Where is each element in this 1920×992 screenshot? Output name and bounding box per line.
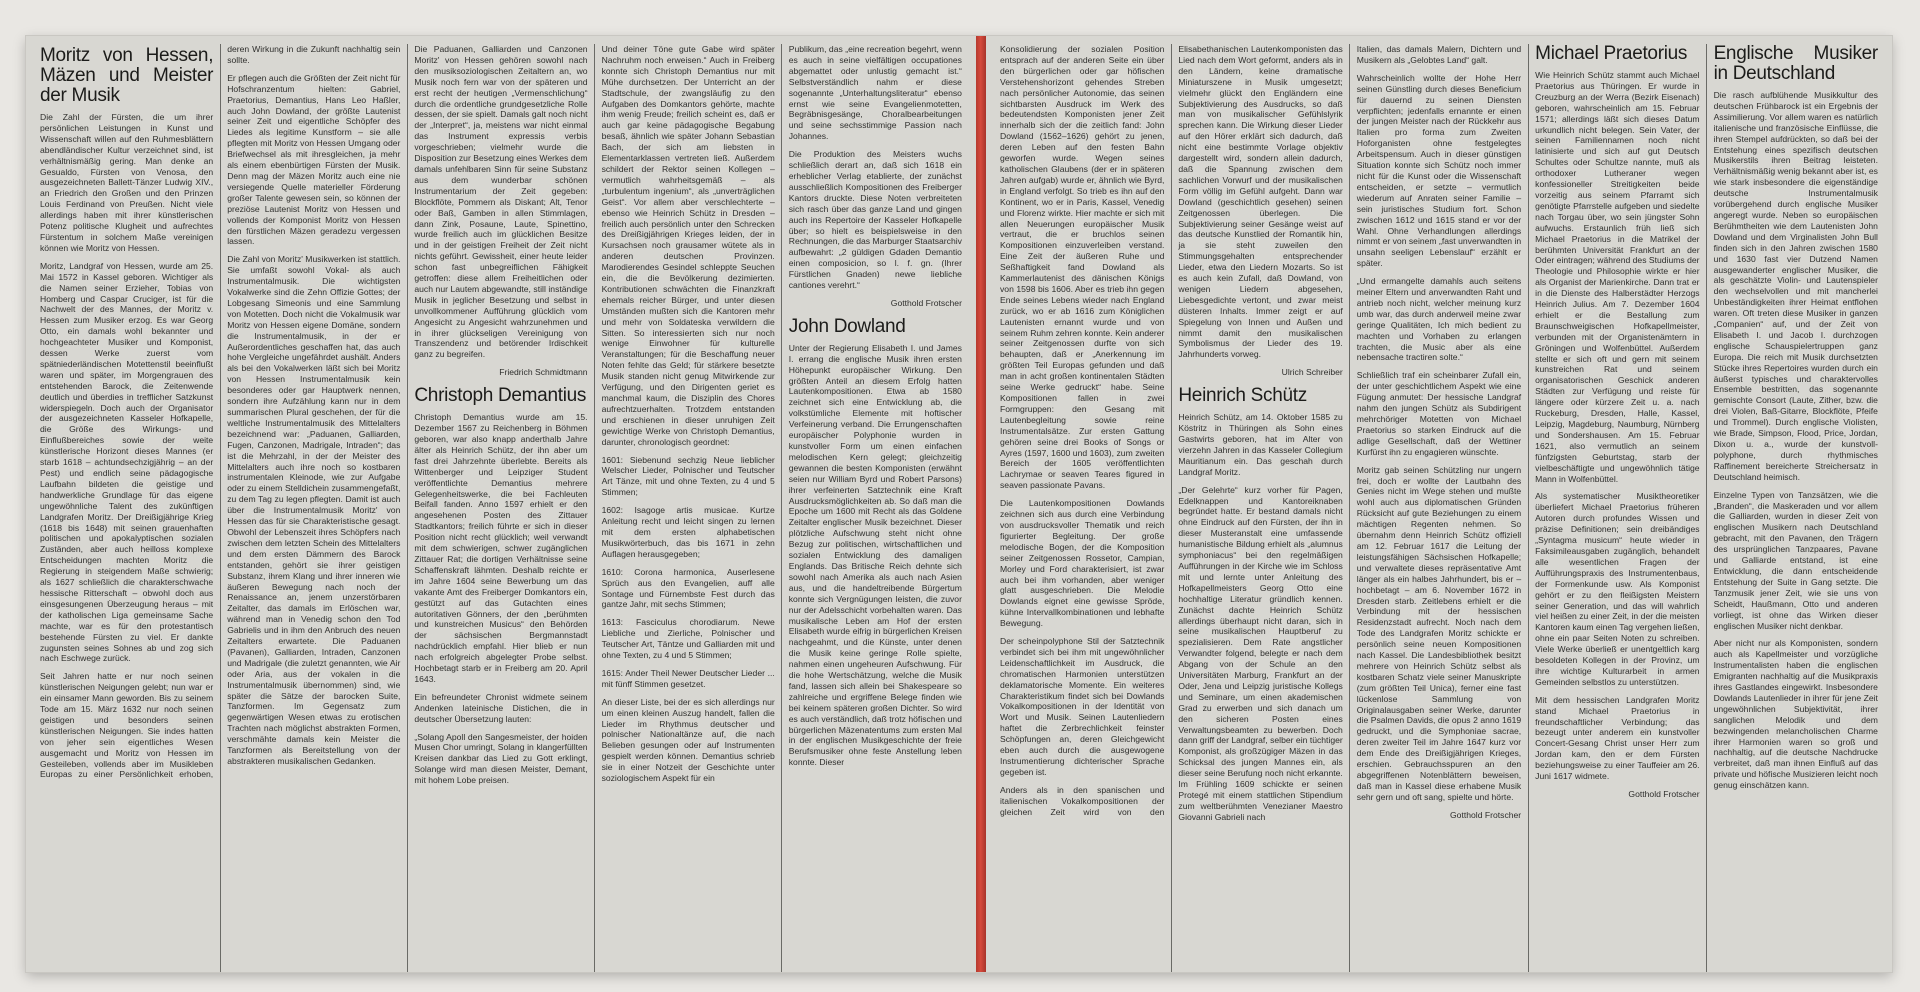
paragraph: 1602: Isagoge artis musicae. Kurtze Anleitung recht und leicht singen zu lernen mit dem ersten alphabetischen Musikwörterbuch, das bis 1671 in zehn Auflagen herausgegeben; xyxy=(601,505,775,559)
paragraph: 1601: Siebenund sechzig Neue lieblicher Welscher Lieder, Polnischer und Teutscher Art Tänze, mit und ohne Texten, zu 4 und 5 Stimmen; xyxy=(601,454,775,498)
paragraph: Moritz gab seinen Schützling nur ungern frei, doch er wollte der Lautbahn des Genies nicht im Wege stehen und mußte wohl auch aus diplomatischen Gründen Rücksicht auf gute Beziehungen zu einem mächtigen Regenten nehmen. So übernahm denn Heinrich Schütz offiziell am 12. Februar 1617 die Leitung der leistungsfähigen Sächsischen Hofkapelle; und verwaltete dieses repräsentative Amt länger als ein halbes Jahrhundert, bis er – hochbetagt – am 6. November 1672 in Dresden starb. Zeitlebens erhielt er die Verbindung mit der hessischen Residenzstadt aufrecht. Noch nach dem Tode des Landgrafen Moritz schickte er persönlich seine neuen Kompositionen nach Kassel. Die Landesbibliothek besitzt mehrere von Heinrich Schütz selbst als kostbaren Schatz viele seiner Manuskripte (zum größten Teil Unica), ferner eine fast lückenlose Sammlung von Originalausgaben seiner Werke, darunter die Psalmen Davids, die opus 2 anno 1619 gedruckt, und die Symphoniae sacrae, deren zweiter Teil im Jahre 1647 kurz vor dem Ende des Dreißigjährigen Krieges, erschien. Gebrauchsspuren an den abgegriffenen Notenblättern beweisen, daß man in Kassel diese erhabene Musik sehr gern und oft sang, spielte und hörte. xyxy=(1356,464,1522,802)
paragraph: „Solang Apoll den Sangesmeister, der hoiden Musen Chor umringt, Solang in klangerfüllten Kreisen dankbar das Lied zu Gott erklingt, Solange wird man diesen Meister, Demant, mit hohem Lobe preisen. xyxy=(414,731,588,786)
paragraph: Er pflegen auch die Größten der Zeit nicht für Hofschranzentum hielten: Gabriel, Praetorius, Demantius, Hans Leo Haßler, auch John Dowland, der größte Lautenist seiner Zeit und eigentliche Schöpfer des Liedes als legitime Kunstform – sie alle pflegten mit Moritz von Hessen Umgang oder Briefwechsel als mit ihresgleichen, ja mehr als einem ebenbürtigen Fürsten der Musik. Denn mag der Mäzen Moritz auch eine nie versiegende Quelle materieller Förderung großer Talente gewesen sein, so können der preziöse Lautenist Moritz von Hessen und vollends der Komponist Moritz von Hessen den fürstlichen Mäzen geradezu vergessen lassen. xyxy=(227,72,401,247)
sleeve-spine xyxy=(976,36,986,972)
paragraph: Die Zahl der Fürsten, die um ihrer persönlichen Leistungen in Kunst und Wissenschaft willen auf den Ruhmesblättern abendländischer Kultur verzeichnet sind, ist verhältnismäßig gering. Man denke an Gesualdo, Fürsten von Venosa, den ausgezeichneten Ballett-Tänzer Ludwig XIV., an Friedrich den Großen und den Prinzen Louis Ferdinand von Preußen. Nicht viele allerdings haben mit ihrer künstlerischen Potenz politische Klugheit und aufrechtes Fürstentum in solchem Maße vereinigen können wie Moritz von Hessen. xyxy=(40,112,214,253)
paragraph: Italien, das damals Malern, Dichtern und Musikern als „Gelobtes Land“ galt. xyxy=(1356,44,1522,65)
paragraph: „Und ermangelte damahls auch seitens meiner Eltern und anverwandten Raht und antrieb noch nicht, welcher meinung kurz umb war, das durch anderweil meine zwar geringe Qualitäten, Ich mich bedient zu machten und Vorhaben zu erlangen trachten, die Music aber als eine nebensache tractiren solte.“ xyxy=(1356,276,1522,363)
right-panel xyxy=(986,36,1892,972)
left-panel xyxy=(26,36,976,972)
paragraph: 1615: Ander Theil Newer Deutscher Lieder ... mit fünff Stimmen gesetzet. xyxy=(601,667,775,689)
paragraph: Schließlich traf ein scheinbarer Zufall ein, der unter geschichtlichem Aspekt wie eine Fügung anmutet: Der hessische Landgraf nahm den jungen Schütz als Subdirigent mehrchöriger Motetten von Michael Praetorius so starken Eindruck auf die adlige Gesellschaft, daß der Wettiner Kurfürst ihn zu engagieren wünschte. xyxy=(1356,370,1522,457)
paragraph: 1613: Fasciculus chorodiarum. Newe Liebliche und Zierliche, Polnischer und Teutscher Art, Täntze und Galliarden mit und ohne Texten, zu 4 und 5 Stimmen; xyxy=(601,617,775,661)
paragraph: Als systematischer Musiktheoretiker überliefert Michael Praetorius früheren Autoren durch profundes Wissen und präzise Definitionen; sein dreibändiges „Syntagma musicum“ heute wieder in Faksimileausgaben zugänglich, behandelt alle wesentlichen Fragen der Aufführungspraxis des Instrumentenbaus, der Formenkunde usw. Als Komponist gehört er zu den fleißigsten Meistern seiner Generation, und das will wahrlich viel heißen zu einer Zeit, in der die meisten Kantoren kaum einen Tag vergehen ließen, ohne ein paar Seiten Noten zu schreiben. Viele Werke überließ er unentgeltlich karg besoldeten Kollegen in der Provinz, um ihre wichtige Kulturarbeit in armen Gemeinden selbstlos zu unterstützen. xyxy=(1535,491,1700,687)
paragraph: Heinrich Schütz, am 14. Oktober 1585 zu Köstritz in Thüringen als Sohn eines Gastwirts geboren, hat im Alter von vierzehn Jahren in das Kasseler Collegium Mauritianum ein. Das geschah durch Landgraf Moritz. xyxy=(1178,412,1343,477)
author-signature: Gotthold Frotscher xyxy=(1628,789,1700,799)
paragraph: Die Zahl von Moritz' Musikwerken ist stattlich. Sie umfaßt sowohl Vokal- als auch Instrumentalmusik. Die wichtigsten Vokalwerke sind die Zehn Offizie Gottes; der Lobgesang Simeonis und eine Sammlung von Motetten. Doch nicht die Vokalmusik war Moritz von Hessen eigene Domäne, sondern die Instrumentalmusik, in der er Außerordentliches geschaffen hat, das auch hohe Vergleiche ungefährdet aushält. Anders als bei den Vokalwerken läßt sich bei Moritz von Hessen Instrumentalmusik kein besonderes oder gar Hauptwerk nennen, sondern ihre Aufzählung kann nur in dem summarischen Plural geschehen, der für die weltliche Instrumentalmusik des Mittelalters bezeichnend war: „Paduanen, Galliarden, Fugen, Canzonen, Madrigale, Intraden“; das ist die Mehrzahl, in der der Meister des Mittelalters auch ihre noch so kostbaren instrumentalen Kleinode, wie zur Aufgabe oder zu einem Stelldichein zusammengefaßt, zu dem Tag zu legen pflegten. Damit ist auch über die Instrumentalmusik Moritz' von Hessen das für sie Charakteristische gesagt. Obwohl der Lebenszeit ihres Schöpfers nach zwischen dem letzten Schein des Mittelalters und dem ersten Dämmern des Barock entstanden, gehört sie ihrer geistigen Substanz, ihrem Klang und ihrer inneren wie äußeren Bewegung nach noch der Renaissance an, jenem unzerstörbaren Zeitalter, das damals im Erlöschen war, während man in Venedig schon den Tod Gabrielis und in ihm den Anbruch des neuen Zeitalters erwartete. Die Paduanen (Pavanen), Galliarden, Intraden, Canzonen und Madrigale (die zuletzt genannten, wie Air oder Aria, aus der vokalen in die Instrumentalmusik übernommen) sind, wie später die Sätze der barocken Suite, Tanzformen. Im Gegensatz zum gegenwärtigen Wesen etwas zu erotischen Trachten nach möglichst abstrakten Formen, verschmähte damals kein Meister die Tanzformen als Bereitstellung von der abstrakteren musikalischen Gedanken. xyxy=(227,254,401,766)
heading-schuetz: Heinrich Schütz xyxy=(1178,385,1307,407)
paragraph: „Der Gelehrte“ kurz vorher für Pagen, Edelknappen und Kantoreiknaben begründet hatte. Er bestand damals nicht ohne Eindruck auf den Fürsten, der ihn in dieser Musteranstalt eine umfassende humanistische Bildung erhielt als „alumnus symphoniacus“ bei den regelmäßigen Aufführungen in der Kirche wie im Schloss mit und lernte unter Anleitung des Hofkapellmeisters Georg Otto eine hochhaltige Literatur gründlich kennen. Zunächst dachte Heinrich Schütz allerdings überhaupt nicht daran, sich in seine musikalischen Hauptberuf zu spezialisieren. Dem Rate angstlicher Verwandter folgend, belegte er nach dem Abgang von der Schule an den Universitäten Marburg, Frankfurt an der Oder, Jena und Leipzig juristische Kollegs und Seminare, um einen akademischen Grad zu erwerben und sich danach um den sicheren Posten eines Verwaltungsbeamten zu bewerben. Doch dann griff der Landgraf, selber ein tüchtiger Komponist, als großzügiger Mäzen in das Schicksal des jungen Mannes ein, als dieser seine Berufung noch nicht erkannte. Im Frühling 1609 schickte er seinen Protegé mit einem stattlichen Stipendium zum weltberühmten Venezianer Maestro Giovanni Gabrieli nach xyxy=(1178,484,1343,822)
paragraph: Unter der Regierung Elisabeth I. und James I. errang die englische Musik ihren ersten Höhepunkt europäischer Wirkung. Den größten Anteil an diesem Erfolg hatten Lautenkompositionen. Etwa ab 1580 zeichnet sich eine Entwicklung ab, die volkstümliche Elemente mit hoftischer Verfeinerung verband. Die Errungenschaften europäischer Polyphonie wurden in kunstvoller Form um einen einfachen melodischen Kern gelegt; gleichzeitig gewannen die besten Komponisten (erwähnt seien nur William Byrd und Robert Parsons) ihrer verfeinerten Satztechnik eine Kraft Ausdrucksmöglichkeiten ab. So daß man die Epoche um 1600 mit Recht als das Goldene Zeitalter englischer Musik bezeichnet. Dieser plötzliche Aufschwung steht nicht ohne Bezug zur politischen, wirtschaftlichen und sozialen Entwicklung des damaligen Englands. Das Britische Reich dehnte sich sowohl nach Amerika als auch nach Asien aus, und die handeltreibende Bürgertum konnte sich Vergnügungen leisten, die zuvor nur der Adelsschicht vorbehalten waren. Das musikalische Leben am Hof der ersten Elisabeth wurde eifrig in bürgerlichen Kreisen nachgeahmt, und die Künste, unter denen die Musik keine geringe Rolle spielte, nahmen einen ungeheuren Aufschwung. Für die hohe Wertschätzung, welche die Musik fand, lassen sich allein bei Shakespeare so zahlreiche und ergriffene Belege finden wie bei keinem späteren großen Dichter. So wird es auch verständlich, daß trotz höfischen und bürgerlichen Mäzenatentums zum ersten Mal in der englischen Musikgeschichte der freie Berufsmusiker ohne feste Anstellung leben konnte. Dieser xyxy=(788,342,962,768)
paragraph: Moritz, Landgraf von Hessen, wurde am 25. Mai 1572 in Kassel geboren. Wichtiger als die Namen seiner Erzieher, Tobias von Homberg und Caspar Cruciger, ist für die Nachwelt der des Mannes, der Moritz v. Hessen zum Musiker erzog. Es war Georg Otto, ein damals wohl bekannter und hochgeachteter Musiker und Komponist, dessen Werke zuerst vom spätniederländischen Motettenstil beeinflußt waren und später, im Morgengrauen des entstehenden Barock, die Zeitenwende deutlich und überdies in trefflicher Satzkunst widerspiegeln. Doch auch der Organisator der ausgezeichneten Kasseler Hofkapelle, die Größe des Wirkungs- und Einflußbereiches sowie der weite künstlerische Horizont dieses Mannes (er starb 1618 – achtundsechzigjährig – an der Pest) und endlich seine pädagogische Laufbahn bildeten die geistige und handwerkliche Grundlage für das eigene ungewöhnliche Talent des zukünftigen Landgrafen Moritz. Der Dreißigjährige Krieg (1618 bis 1648) mit seinen grauenhaften politischen und apokalyptischen sozialen Zuständen, aber auch heilloss komplexe Entscheidungen machten Moritz die Regierung in steigendem Maße schwierig; als 1627 schließlich die charakterschwache hessische Ritterschaft – obwohl doch aus einsgesungenen Überzeugung heraus – mit der katholischen Liga gemeinsame Sache machte, war es für den protestantisch bestehende Fürsten zu viel. Er dankte zugunsten seines Sohnes ab und zog sich nach Eschwege zurück. xyxy=(40,260,214,664)
author-signature: Ulrich Schreiber xyxy=(1281,367,1343,378)
paragraph: Die Lautenkompositionen Dowlands zeichnen sich aus durch eine Verbindung von ausdrucksvoller Thematik und reich figurierter Begleitung. Der große melodische Bogen, der die Komposition seiner Zeitgenossen Rossetor, Campian, Morley und Ford charakterisiert, ist zwar auch bei ihm vorhanden, aber weniger glatt ausgeschrieben. Die Melodie Dowlands eignet eine gewisse Spröde, kühne Intervallkombinationen und lebhafte Bewegung. xyxy=(1000,498,1165,629)
album-sleeve xyxy=(26,36,1892,972)
heading-englische-musiker: Englische Musiker in Deutschland xyxy=(1713,43,1878,84)
heading-praetorius: Michael Praetorius xyxy=(1535,43,1688,64)
paragraph: Publikum, das „eine recreation begehrt, wenn es auch in seine vielfältigen occupationes abgemattet oder unlustig gemacht ist.“ Selbstverständlich nahm er diese sogenannte „Unterhaltungsliteratur“ ebenso ernst wie seine Evangelienmotetten, Begräbnisgesänge, Choralbearbeitungen und seine sechsstimmige Passion nach Johannes. xyxy=(788,44,962,142)
paragraph: Christoph Demantius wurde am 15. Dezember 1567 zu Reichenberg in Böhmen geboren, war also knapp anderthalb Jahre älter als Heinrich Schütz, der ihn aber um fast drei Jahrzehnte überlebte. Bereits als Wittenberger und Leipziger Student veröffentlichte Demantius mehrere Gelegenheitswerke, die bei Fachleuten Beifall fanden. Anno 1597 erhielt er den angesehenen Posten des Zittauer Stadtkantors; freilich führte er sich in dieser Position nicht recht glücklich; weil verwandt mit dem schwierigen, schwer zugänglichen Zittauer Rat; die dortigen Verhältnisse seine Schaffenskraft lähmten. Deshalb reichte er im Jahre 1604 seine Bewerbung um das vakante Amt des Freiberger Domkantors ein, gestützt auf das Gutachten eines autoritativen Gönners, der den „berühmten und kunstreichen Musicus“ den Behörden der sächsischen Bergmannstadt nachdrücklich empfahl. Hier blieb er nun nach erfolgreich abgelegter Probe selbst. Hochbetagt starb er in Freiberg am 20. April 1643. xyxy=(414,412,588,684)
heading-hessen: Moritz von Hessen, Mäzen und Meister der Musik xyxy=(40,45,214,106)
paragraph: Konsolidierung der sozialen Position entsprach auf der anderen Seite ein über den bürgerlichen oder gar höfischen Verstehenshorizont gehendes Streben nach persönlicher Autonomie, das seinen sichtbarsten Ausdruck im Werk des bedeutendsten Komponisten jener Zeit innerhalb sich der die zeitlich fand: John Dowland (1562–1626) gehört zu jenen, deren Leben auf den festen Bahn geworfen wurde. Wegen seines katholischen Glaubens (der er in späteren Jahren aufgab) wurde er, ähnlich wie Byrd, in England verfolgt. So trieb es ihn auf den Kontinent, wo er in Paris, Kassel, Venedig und Florenz wirkte. Hier machte er sich mit allen Neuerungen europäischer Musik vertraut, die er bruchlos seinen Kompositionen einzuverleiben verstand. Eine Zeit der äußeren Ruhe und Seßhaftigkeit fand Dowland als Kammerlautenist des dänischen Königs von 1598 bis 1606. Aber es trieb ihn gegen Ende seines Lebens wieder nach England zurück, wo er ab 1616 zum Königlichen Lautenisten ernannt wurde und von seinem Ruhm zehren konnte. Kein anderer seiner Zeitgenossen durfte von sich behaupten, daß er „Anerkennung im größten Teil Europas gefunden und daß man in acht großen kontinentalen Städten seine Werke gedruckt“ habe. Seine Kompositionen fallen in zwei Formgruppen: den Gesang mit Lautenbegleitung sowie reine Instrumentalsätze. Zur ersten Gattung gehören seine drei Books of Songs or Ayres (1597, 1600 und 1603), zum zweiten Bereich der 1605 veröffentlichten Lachrymae or seaven Teares figured in seaven passionate Pavans. xyxy=(1000,44,1165,491)
paragraph: Die rasch aufblühende Musikkultur des deutschen Frühbarock ist ein Ergebnis der Assimilierung. Vor allem waren es natürlich italienische und französische Einflüsse, die ihren Stempel aufdrückten, so daß bei der Entstehung eines spezifisch deutschen Musikerstils ihren Beitrag leisteten. Verhältnismäßig wenig bekannt aber ist, es wie stark insbesondere die eigenständige deutsche Instrumentalmusik vorübergehend durch englische Musiker angeregt wurde. Neben so europäischen Berühmtheiten wie dem Lautenisten John Dowland und dem Virginalisten John Bull finden sich in den Jahren zwischen 1580 und 1630 fast vier Dutzend Namen ausgewanderter englischer Musiker, die als geschätzte Violin- und Lautenspieler den wechselvollen und mit mancherlei Unbeständigkeiten ihrer Heimat entflohen waren. Oft treten diese Musiker in ganzen „Companien“ auf, und der Zeit von Elisabeth I. und Jacob I. durchzogen englische Schauspielertruppen ganz Europa. Die reich mit Musik durchsetzten Stücke ihres Repertoires wurden durch ein äußerst typisches und charaktervolles Ensemble bestritten, das sogenannte gemischte Consort (Laute, Zither, bzw. die drei Violen, Baß-Gitarre, Blockflöte, Pfeife und Trommel). Durch englische Violisten, wie Brade, Simpson, Flood, Price, Jordan, Dixon u. a., wurde der kunstvoll-polyphone, durch rhythmisches Raffinement bereicherte Streichersatz in Deutschland heimisch. xyxy=(1713,90,1878,482)
paragraph: Einzelne Typen von Tanzsätzen, wie die „Branden“, die Maskeraden und vor allem die Galliarden, wurden in dieser Zeit von englischen Musikern nach Deutschland gebracht, mit den Pavanen, den Trägern des ursprünglichen Tanzpaares, Pavane und Galliarde entstand, ist eine Entwicklung, die dann entscheidende Entstehung der Suite in Gang setzte. Die Tanzmusik jener Zeit, wie sie uns von Scheidt, Haußmann, Otto und anderen vorliegt, ist ohne das Wirken dieser englischen Musiker nicht denkbar. xyxy=(1713,489,1878,631)
paragraph: Aber nicht nur als Komponisten, sondern auch als Kapellmeister und vorzügliche Instrumentalisten haben die englischen Emigranten nachhaltig auf die Musikpraxis ihres Gastlandes eingewirkt. Insbesondere Dowlands Lautenlieder in ihrer für jene Zeit ungewöhnlichen Subjektivität, ihrer sanglichen Melodik und dem bezwingenden melancholischen Charme ihrer Harmonien waren so groß und nachhaltig, auf die deutsche Nachdrucke verbreitet, daß man ihnen Einfluß auf das private und höfische Musizieren leicht noch genug einschätzen kann. xyxy=(1713,638,1878,791)
heading-dowland: John Dowland xyxy=(788,315,906,337)
paragraph: Anders als in den spanischen und italienischen Vokalkompositionen der gleichen Zeit wird von den Elisabethanischen Lautenkomponisten das Lied nach dem Wort geformt, anders als in den Ländern, keine dramatische Miniaturszene in Musik umgesetzt; vielmehr glückt den Engländern eine Subjektivierung des Ausdrucks, so daß man von musikalischer Gefühlslyrik sprechen kann. Die Wirkung dieser Lieder auf den Hörer erklärt sich dadurch, daß nicht eine bestimmte Vorlage objektiv dargestellt wird, sondern allein dadurch, daß die Spannung zwischen dem sachlichen Vorwurf und der musikalischen Form völlig im Gefühl aufgeht. Dann war Dowland (geschichtlich gesehen) seinen Zeitgenossen überlegen. Die Subjektivierung seiner Gesänge weist auf das deutsche Kunstlied der Romantik hin, ja sie steht zuweilen den Stimmungsgehalten entsprechender Lieder, etwa den Liedern Mozarts. So ist es auch kein Zufall, daß Dowland, von wenigen Liedern abgesehen, Liebesgedichte vertont, und zwar meist düsteren Inhalts. Immer zeigt er auf Spiegelung von Innen und Außen und nimmt damit den musikalischen Symbolismus der Lieder des 19. Jahrhunderts vorweg. xyxy=(1000,44,1343,817)
paragraph: Und deiner Töne gute Gabe wird später Nachruhm noch erweisen.“ Auch in Freiberg konnte sich Christoph Demantius nur mit Mühe durchsetzen. Der Unterricht an der Stadtschule, der zwangsläufig zu den Aufgaben des Domkantors gehörte, machte ihm wenig Freude; freilich scheint es, daß er auch gar keine pädagogische Begabung besaß, ähnlich wie später Johann Sebastian Bach, der sich am liebsten in Elementarklassen vertreten ließ. Außerdem schildert der Rektor seinen Kollegen – vermutlich wahrheitsgemäß – als „turbulentum ingenium“, als „unverträglichen Geist“. Vor allem aber verschlechterte – ebenso wie Heinrich Schütz in Dresden – freilich auch persönlich unter den Schrecken des Dreißigjährigen Krieges leiden, der in Kursachsen noch grausamer wütete als in anderen deutschen Provinzen. Marodierendes Gesindel schleppte Seuchen ein, die die Bevölkerung dezimierten. Kontributionen schwächten die Finanzkraft ehemals reicher Bürger, und unter diesen Umständen mußten sich die Kantoren mehr und mehr von Soldateska verwildern die Sitten. So interessierten sich nur noch wenige Einwohner für kulturelle Veranstaltungen; für die Beschaffung neuer Noten fehlte das Geld; für stärkere besetzte Musik standen nicht genug Mitwirkende zur Verfügung, und den Dirigenten geriet es manchmal kaum, die Disziplin des Chores aufrechtzuerhalten. Trotzdem entstanden und erschienen in dieser unruhigen Zeit gewichtige Werke von Christoph Demantius, darunter, chronologisch geordnet: xyxy=(601,44,775,447)
paragraph: Seit Jahren hatte er nur noch seinen künstlerischen Neigungen gelebt; nun war er ein einsamer Mann geworden. Bis zu seinem Tode am 15. März 1632 nur noch seinen geistigen und besonders seinen künstlerischen Neigungen. Sie indes hatten von jeher sein eigentliches Wesen ausgemacht und Moritz von Hessen im Gesteileben, vollends aber im Musikleben Europas zu einer Persönlichkeit erhoben, deren Wirkung in die Zukunft nachhaltig sein sollte. xyxy=(40,44,401,780)
paragraph: Der scheinpolyphone Stil der Satztechnik verbindet sich bei ihm mit ungewöhnlicher Leidenschaftlichkeit im Ausdruck, die chromatischen Harmonien unterstützen deklamatorische Momente. Ein weiteres Charakteristikum findet sich bei Dowlands Vokalkompositionen in der Identität von Wort und Musik. Seinen Lautenliedern haftet die Zerbrechlichkeit feinster Schöpfungen an, deren Gleichgewicht eben auch durch die ausgewogene Instrumentierung dichterischer Sprache gegeben ist. xyxy=(1000,636,1165,777)
paragraph: An dieser Liste, bei der es sich allerdings nur um einen kleinen Auszug handelt, fallen die Lieder im Rhythmus deutscher und polnischer Nationaltänze auf, die nach Belieben gesungen oder auf Instrumenten gespielt werden können. Demantius schrieb sie in einer Notzeit der Geschichte unter soziologischem Aspekt für ein xyxy=(601,696,775,784)
paragraph: Ein befreundeter Chronist widmete seinem Andenken lateinische Distichen, die in deutscher Übersetzung lauten: xyxy=(414,691,588,724)
paragraph: Mit dem hessischen Landgrafen Moritz stand Michael Praetorius in freundschaftlicher Verbindung; das bezeugt unter anderem ein kunstvoller Concert-Gesang Christ unser Herr zum Jordan kam, den er dem Fürsten beziehungsweise zu einer Tauffeier am 26. Juni 1617 widmete. xyxy=(1535,694,1700,782)
paragraph: Wahrscheinlich wollte der Hohe Herr seinen Günstling durch dieses Beneficium für dauernd zu seinen Diensten verpflichten; jedenfalls ernannte er einen der jungen Meister nach der Rückkehr aus Italien pro forma zum Zweiten Hoforganisten ohne festgelegtes Arbeitspensum. Auch in dieser günstigen Situation konnte sich Schütz noch immer nicht für die Kunst oder die Wissenschaft entscheiden, er setzte – vermutlich wiederum auf Anraten seiner Familie – sein juristisches Studium fort. Schon zwischen 1612 und 1615 stand er vor der Wahl. Ohne Verhandlungen allerdings nimmt er von seinem „fast unverwandten in unsahn seeligen Lebenslauf“ erzählt er später. xyxy=(1356,72,1522,269)
paragraph: Die Paduanen, Galliarden und Canzonen Moritz' von Hessen gehören sowohl nach den musiksoziologischen Zeitaltern an, wo Musik noch fern war von der späteren und erst recht der heutigen „Vermenschlichung“ durch die ordentliche grundgesetzliche Rolle dessen, der sie spielt. Damals galt noch nicht der „Interpret“, ja, meistens war nicht einmal das Instrument expressis verbis vorgeschrieben; vielmehr wurde die Disposition zur Besetzung eines Werkes dem damals unfehlbaren Sinn für seine Substanz aus dem wunderbar schönen Instrumentarium der Zeit gegeben: Blockflöte, Pommern als Diskant; Alt, Tenor oder Baß, Gamben in allen Stimmlagen, dann Zink, Posaune, Laute, Spinettino, wurde freilich auch im glücklichen Besitze und in der geistigen Freiheit der Zeit nicht nichts geführt. Gewissheit, einer heute leider schon fast unbegreiflichen Fähigkeit getroffen: diese allem Freiheitlichen oder auch nur Lautem abgewandte, still inständige Musik in jeglicher Besetzung und selbst in unvollkommener Aufführung glücklich vom Angesicht zu Angesicht wahrzunehmen und in ihrer glückseligen Vereinigung von Transzendenz und betörender Irdischkeit ganz zu begreifen. xyxy=(414,44,588,360)
author-signature: Gotthold Frotscher xyxy=(890,297,962,308)
author-signature: Friedrich Schmidtmann xyxy=(499,367,588,378)
author-signature: Gotthold Frotscher xyxy=(1450,809,1522,820)
paragraph: Wie Heinrich Schütz stammt auch Michael Praetorius aus Thüringen. Er wurde in Creuzburg an der Werra (Bezirk Eisenach) geboren, wahrscheinlich am 15. Februar 1571; allerdings läßt sich dieses Datum urkundlich nicht belegen. Sein Vater, der seinen Familiennamen noch nicht latinisierte und sich auf gut Deutsch Schultes oder Schultze nannte, muß als orthodoxer Lutheraner wegen konfessioneller Streitigkeiten beide vorzeitig aus seinem Pfarramt sich genötigte Pfarrstelle aufgeben und siedelte nach Torgau über, wo sein jüngster Sohn aufwuchs. Erstaunlich früh ließ sich Michael Praetorius in die Matrikel der berühmten Universität Frankfurt an der Oder eintragen; während des Studiums der Theologie und Philosophie wirkte er hier als Organist der Marienkirche. Dann trat er in die Dienste des Halberstädter Herzogs Heinrich Julius. Am 7. Dezember 1604 erhielt er die Bestallung zum Braunschweigischen Hofkapellmeister, verbunden mit der Organistenämtern in Gröningen und Wolfenbüttel. Außerdem stellte er sich oft und gern mit seinem kunstreichen Rat und seinem organisatorischen Geschick anderen Städten zur Verfügung und reiste für längere oder kürzere Zeit u. a. nach Ruckeburg, Dresden, Halle, Kassel, Leipzig, Magdeburg, Naumburg, Nürnberg und Sondershausen. Am 15. Februar 1621, also vermutlich an seinem fünfzigsten Geburtstag, starb der vielbeschäftigte und ungewöhnlich tätige Mann in Wolfenbüttel. xyxy=(1535,70,1700,484)
paragraph: 1610: Corona harmonica, Auserlesene Sprüch aus den Evangelien, auff alle Sontage und Fürnembste Fest durch das gantze Jahr, mit sechs Stimmen; xyxy=(601,566,775,610)
paragraph: Die Produktion des Meisters wuchs schließlich derart an, daß sich 1618 ein erheblicher Verlag etablierte, der zunächst ausschließlich Kompositionen des Freiberger Kantors druckte. Diese Noten verbreiteten sich rasch über das ganze Land und gingen auch ins Repertoire der Kasseler Hofkapelle über; so hielt es beispielsweise in den Rechnungen, die das Marburger Staatsarchiv aufbewahrt: „2 güldigen Gdaden Demantio einen composicion, so l. f. gn. (Ihrer Fürstlichen Gnaden) newe liebliche cantiones verehrt.“ xyxy=(788,149,962,291)
heading-demantius: Christoph Demantius xyxy=(414,385,587,407)
